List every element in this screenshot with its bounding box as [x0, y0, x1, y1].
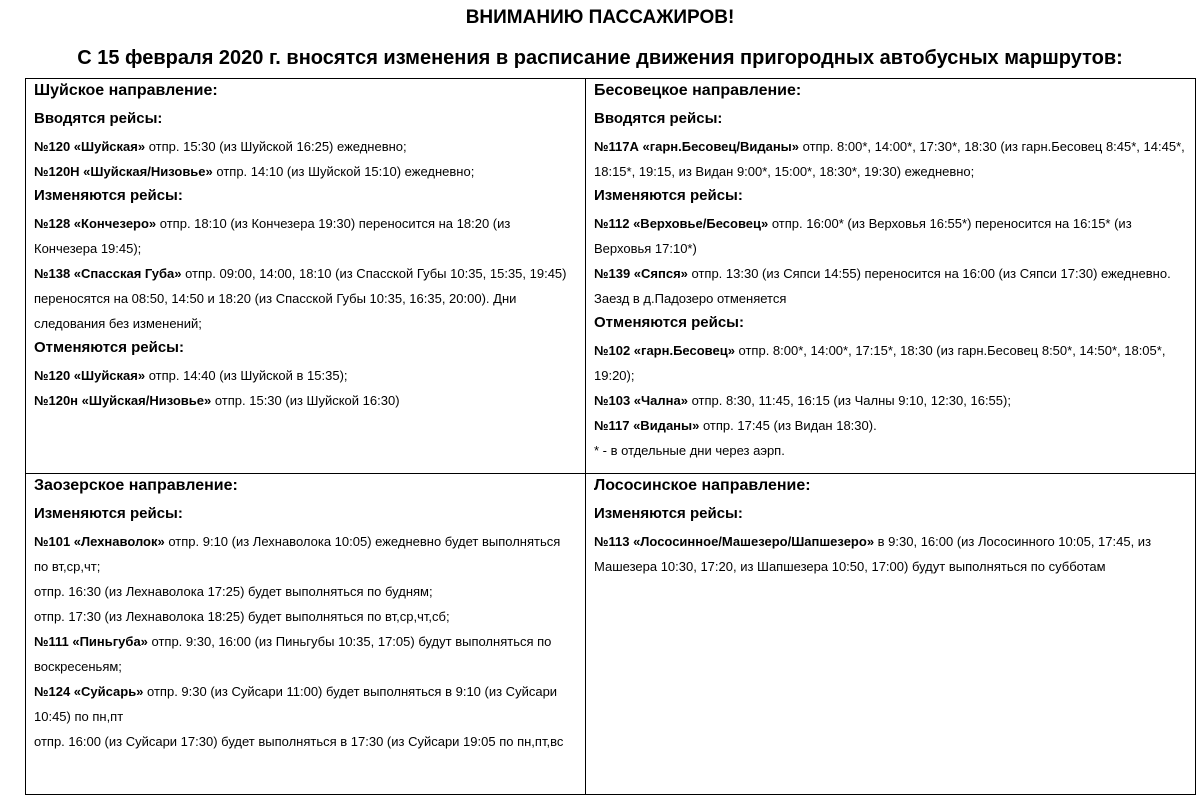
route-details: отпр. 09:00, 14:00, 18:10 (из Спасской Губы 10:35, 15:35, 19:45) переносятся на 08:50, 14:50 и 18:20 (из Спасской Губы 10:35, 16:35, 20:00). Дни следования без изменений; [34, 266, 567, 331]
route-entry [34, 211, 577, 261]
route-details: отпр. 9:30 (из Суйсари 11:00) будет выполняться в 9:10 (из Суйсари 10:45) по пн,пт [34, 684, 558, 724]
route-entry [594, 529, 1187, 579]
route-details: в 9:30, 16:00 (из Лососинного 10:05, 17:45, из Машезера 10:30, 17:20, из Шапшезера 10:50, 17:00) будут выполняться по субботам [594, 534, 1152, 574]
route-entry [34, 729, 577, 754]
route-entry [34, 579, 577, 604]
route-details: отпр. 9:30, 16:00 (из Пиньгубы 10:35, 17:05) будут выполняться по воскресеньям; [34, 634, 552, 674]
direction-heading: Бесовецкое направление: [594, 82, 802, 99]
section-label: Изменяются рейсы: [594, 505, 743, 522]
route-details: отпр. 17:45 (из Видан 18:30). [699, 418, 877, 433]
route-entry [34, 159, 577, 184]
route-details: отпр. 16:00* (из Верховья 16:55*) переносится на 16:15* (из Верховья 17:10*) [594, 216, 1132, 256]
section-label: Изменяются рейсы: [34, 187, 183, 204]
route-details: отпр. 18:10 (из Кончезера 19:30) переносится на 18:20 (из Кончезера 19:45); [34, 216, 511, 256]
route-entry [34, 604, 577, 629]
route-entry [594, 338, 1187, 388]
section-label: Отменяются рейсы: [34, 339, 184, 356]
route-name: №113 «Лососинное/Машезеро/Шапшезеро» [594, 534, 875, 549]
route-name: №117 «Виданы» [594, 418, 700, 433]
route-name: №139 «Сяпся» [594, 266, 688, 281]
route-name: №101 «Лехнаволок» [34, 534, 165, 549]
route-name: №138 «Спасская Губа» [34, 266, 182, 281]
route-name: №128 «Кончезеро» [34, 216, 157, 231]
route-name: №120Н «Шуйская/Низовье» [34, 164, 213, 179]
footnote: * - в отдельные дни через аэрп. [594, 443, 785, 458]
route-name: №120н «Шуйская/Низовье» [34, 393, 212, 408]
route-details: отпр. 15:30 (из Шуйской 16:25) ежедневно; [145, 139, 407, 154]
route-name: №120 «Шуйская» [34, 368, 146, 383]
route-details: отпр. 15:30 (из Шуйской 16:30) [211, 393, 400, 408]
route-details: отпр. 8:00*, 14:00*, 17:15*, 18:30 (из гарн.Бесовец 8:50*, 14:50*, 18:05*, 19:20); [594, 343, 1166, 383]
route-name: №120 «Шуйская» [34, 139, 146, 154]
entry-list [34, 529, 577, 754]
section-label: Изменяются рейсы: [34, 505, 183, 522]
route-name: №102 «гарн.Бесовец» [594, 343, 735, 358]
section-label: Вводятся рейсы: [594, 110, 723, 127]
notice-title: ВНИМАНИЮ ПАССАЖИРОВ! [465, 7, 735, 28]
route-details: отпр. 17:30 (из Лехнаволока 18:25) будет выполняться по вт,ср,чт,сб; [34, 609, 450, 624]
route-details: отпр. 9:10 (из Лехнаволока 10:05) ежедневно будет выполняться по вт,ср,чт; [34, 534, 561, 574]
route-entry [34, 261, 577, 336]
section-label: Вводятся рейсы: [34, 110, 163, 127]
route-entry [34, 363, 577, 388]
route-entry [34, 134, 577, 159]
entry-list [34, 211, 577, 336]
route-details: отпр. 14:40 (из Шуйской в 15:35); [145, 368, 348, 383]
route-details: отпр. 13:30 (из Сяпси 14:55) переносится на 16:00 (из Сяпси 17:30) ежедневно. Заезд в д.Падозеро отменяется [594, 266, 1171, 306]
route-entry [594, 388, 1187, 413]
direction-heading: Лососинское направление: [594, 477, 811, 494]
route-entry [594, 413, 1187, 438]
route-name: №117А «гарн.Бесовец/Виданы» [594, 139, 800, 154]
route-details: отпр. 14:10 (из Шуйской 15:10) ежедневно; [212, 164, 475, 179]
route-entry [34, 629, 577, 679]
entry-list [34, 134, 577, 184]
route-details: отпр. 8:00*, 14:00*, 17:30*, 18:30 (из гарн.Бесовец 8:45*, 14:45*, 18:15*, 19:15, из Видан 9:00*, 15:00*, 18:30*, 19:30) ежедневно; [594, 139, 1185, 179]
route-details: отпр. 8:30, 11:45, 16:15 (из Чалны 9:10, 12:30, 16:55); [687, 393, 1011, 408]
entry-list [594, 134, 1187, 184]
entry-list [34, 363, 577, 413]
section-label: Изменяются рейсы: [594, 187, 743, 204]
route-name: №112 «Верховье/Бесовец» [594, 216, 769, 231]
direction-heading: Заозерское направление: [34, 477, 238, 494]
route-entry [594, 211, 1187, 261]
direction-heading: Шуйское направление: [34, 82, 218, 99]
lososinoe-direction-cell [586, 474, 1196, 795]
zaozerye-direction-cell [26, 474, 586, 795]
route-name: №103 «Чална» [594, 393, 688, 408]
route-entry [34, 388, 577, 413]
route-entry [594, 261, 1187, 311]
schedule-changes-table [25, 78, 1196, 795]
route-entry [34, 679, 577, 729]
route-entry [594, 134, 1187, 184]
besovets-direction-cell [586, 79, 1196, 474]
route-details: отпр. 16:00 (из Суйсари 17:30) будет выполняться в 17:30 (из Суйсари 19:05 по пн,пт,вс [34, 734, 564, 749]
notice-subtitle: С 15 февраля 2020 г. вносятся изменения в расписание движения пригородных автобусных маршрутов: [77, 47, 1123, 69]
entry-list [594, 338, 1187, 438]
shuya-direction-cell [26, 79, 586, 474]
route-name: №124 «Суйсарь» [34, 684, 144, 699]
route-name: №111 «Пиньгуба» [34, 634, 148, 649]
section-label: Отменяются рейсы: [594, 314, 744, 331]
route-entry [34, 529, 577, 579]
entry-list [594, 211, 1187, 311]
route-details: отпр. 16:30 (из Лехнаволока 17:25) будет выполняться по будням; [34, 584, 433, 599]
entry-list [594, 529, 1187, 579]
